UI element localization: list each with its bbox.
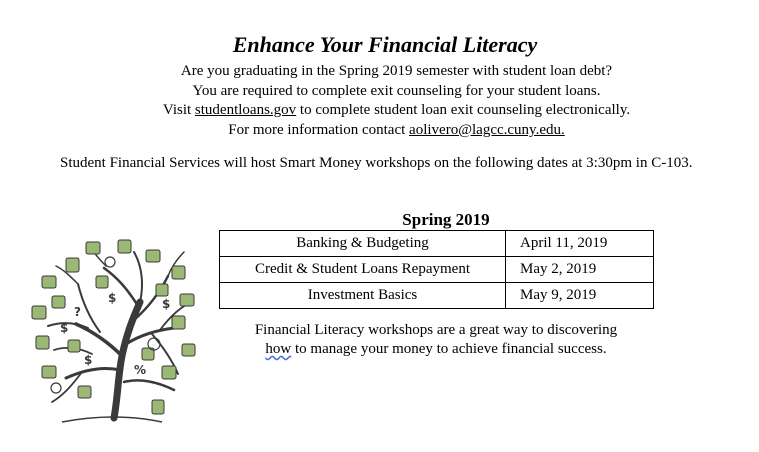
workshop-date: May 9, 2019: [506, 283, 654, 309]
studentloans-link[interactable]: studentloans.gov: [194, 102, 297, 119]
closing-note: [236, 321, 636, 359]
schedule-heading: Spring 2019: [402, 210, 490, 229]
page-title: Enhance Your Financial Literacy: [232, 32, 538, 57]
svg-text:$: $: [162, 297, 171, 311]
intro-line-required: You are required to complete exit counseling for your student loans.: [192, 82, 601, 99]
spellcheck-word: how: [265, 341, 292, 357]
workshop-schedule-table: [219, 230, 654, 309]
contact-prefix: For more information contact: [228, 121, 410, 138]
svg-text:?: ?: [74, 305, 81, 319]
visit-prefix: Visit: [162, 102, 195, 119]
workshop-name: Credit & Student Loans Repayment: [220, 257, 506, 283]
table-row: [220, 231, 654, 257]
workshop-date: April 11, 2019: [506, 231, 654, 257]
closing-rest: to manage your money to achieve financial success.: [291, 341, 607, 357]
table-row: [220, 257, 654, 283]
svg-text:$: $: [84, 353, 93, 367]
table-row: [220, 283, 654, 309]
svg-text:%: %: [134, 363, 147, 377]
workshop-name: Banking & Budgeting: [220, 231, 506, 257]
workshop-date: May 2, 2019: [506, 257, 654, 283]
intro-line-contact: [0, 121, 759, 141]
closing-line-1: Financial Literacy workshops are a great way to discovering: [254, 322, 618, 338]
svg-text:$: $: [60, 321, 69, 335]
money-tree-icon: [22, 236, 202, 426]
intro-block: [0, 62, 759, 140]
visit-suffix: to complete student loan exit counseling electronically.: [296, 102, 631, 119]
workshop-name: Investment Basics: [220, 283, 506, 309]
email-link[interactable]: aolivero@lagcc.cuny.edu.: [409, 121, 565, 138]
svg-text:$: $: [108, 291, 117, 305]
intro-line-visit: [0, 101, 759, 121]
closing-line-2: [236, 340, 636, 359]
intro-line-graduating: Are you graduating in the Spring 2019 semester with student loan debt?: [180, 63, 613, 79]
workshop-announcement: Student Financial Services will host Smart Money workshops on the following dates at 3:30pm in C-103.: [60, 155, 693, 171]
